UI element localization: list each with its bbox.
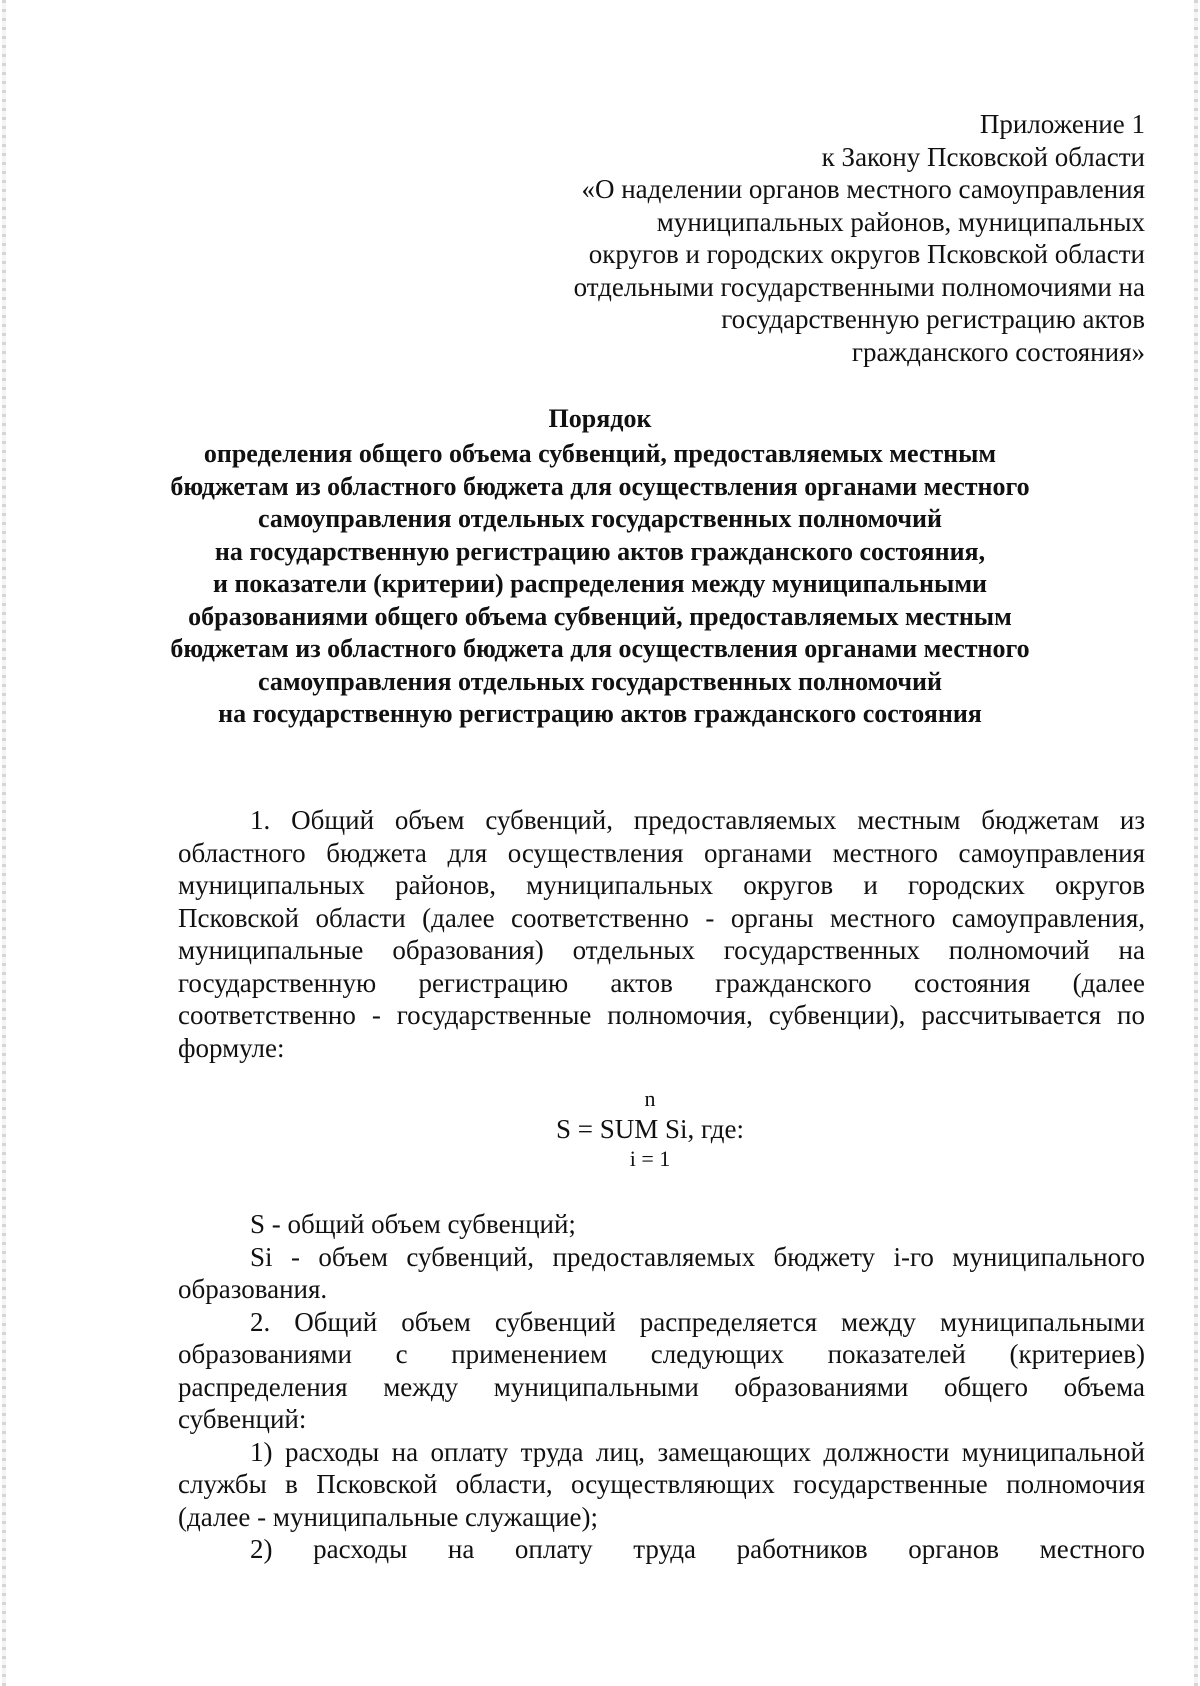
item-line: 2) расходы на оплату труда работников органов местного bbox=[250, 1534, 1145, 1564]
item-2 bbox=[178, 1533, 1145, 1566]
definition-si-cont: образования. bbox=[178, 1274, 328, 1304]
item-1 bbox=[178, 1436, 1145, 1534]
appendix-line: государственную регистрацию актов bbox=[721, 304, 1145, 334]
appendix-header bbox=[525, 108, 1145, 368]
paragraph-line: распределения между муниципальными образованиями общего объема bbox=[178, 1371, 1145, 1402]
paragraph-line: муниципальных районов, муниципальных округов и городских округов bbox=[178, 870, 1145, 900]
subtitle-line: бюджетам из областного бюджета для осуществления органами местного bbox=[170, 634, 1030, 663]
definition-s: S - общий объем субвенций; bbox=[250, 1209, 576, 1239]
definition-si: Si - объем субвенций, предоставляемых бюджету i-го муниципального bbox=[250, 1241, 1145, 1272]
appendix-line: округов и городских округов Псковской области bbox=[588, 239, 1145, 269]
document-subtitle bbox=[130, 438, 1070, 731]
paragraph-line: муниципальные образования) отдельных государственных полномочий на bbox=[178, 935, 1145, 965]
appendix-line: отдельными государственными полномочиями на bbox=[573, 271, 1145, 302]
paragraph-line: Псковской области (далее соответственно - органы местного самоуправления, bbox=[178, 902, 1145, 933]
subtitle-line: на государственную регистрацию актов гражданского состояния, bbox=[214, 536, 986, 566]
paragraph-1 bbox=[178, 804, 1145, 1064]
paragraph-line: соответственно - государственные полномочия, субвенции), рассчитывается по bbox=[178, 1000, 1145, 1030]
scan-edge-left bbox=[2, 0, 6, 1686]
formula-upper-limit: n bbox=[644, 1086, 656, 1111]
appendix-line: к Закону Псковской области bbox=[821, 141, 1145, 172]
subtitle-line: самоуправления отдельных государственных полномочий bbox=[258, 666, 942, 696]
definitions bbox=[178, 1208, 1145, 1306]
formula-lower-limit: i = 1 bbox=[629, 1146, 671, 1171]
subtitle-line: бюджетам из областного бюджета для осуществления органами местного bbox=[170, 471, 1030, 501]
subtitle-line: и показатели (критерии) распределения между муниципальными bbox=[212, 569, 988, 598]
subtitle-line: определения общего объема субвенций, предоставляемых местным bbox=[203, 439, 997, 468]
document-title: Порядок bbox=[548, 404, 652, 433]
paragraph-line: образованиями с применением следующих показателей (критериев) bbox=[178, 1339, 1145, 1369]
paragraph-line: 2. Общий объем субвенций распределяется между муниципальными bbox=[250, 1306, 1145, 1337]
item-line: службы в Псковской области, осуществляющих государственные полномочия bbox=[178, 1469, 1145, 1499]
subtitle-line: самоуправления отдельных государственных полномочий bbox=[258, 504, 942, 533]
formula-main: S = SUM Si, где: bbox=[556, 1114, 744, 1144]
appendix-line: Приложение 1 bbox=[979, 109, 1145, 139]
paragraph-2 bbox=[178, 1306, 1145, 1436]
appendix-line: муниципальных районов, муниципальных bbox=[656, 206, 1145, 237]
paragraph-line: субвенций: bbox=[178, 1404, 307, 1434]
appendix-line: гражданского состояния» bbox=[851, 336, 1145, 367]
subtitle-line: образованиями общего объема субвенций, предоставляемых местным bbox=[188, 601, 1012, 631]
item-line: (далее - муниципальные служащие); bbox=[178, 1501, 599, 1532]
appendix-line: «О наделении органов местного самоуправления bbox=[581, 174, 1145, 204]
paragraph-line: формуле: bbox=[178, 1032, 285, 1063]
scan-edge-right bbox=[1194, 0, 1198, 1686]
paragraph-line: государственную регистрацию актов гражданского состояния (далее bbox=[178, 967, 1145, 998]
subtitle-line: на государственную регистрацию актов гражданского состояния bbox=[218, 699, 982, 728]
paragraph-line: 1. Общий объем субвенций, предоставляемых местным бюджетам из bbox=[250, 805, 1145, 835]
paragraph-line: областного бюджета для осуществления органами местного самоуправления bbox=[178, 837, 1145, 868]
item-line: 1) расходы на оплату труда лиц, замещающих должности муниципальной bbox=[250, 1436, 1145, 1467]
